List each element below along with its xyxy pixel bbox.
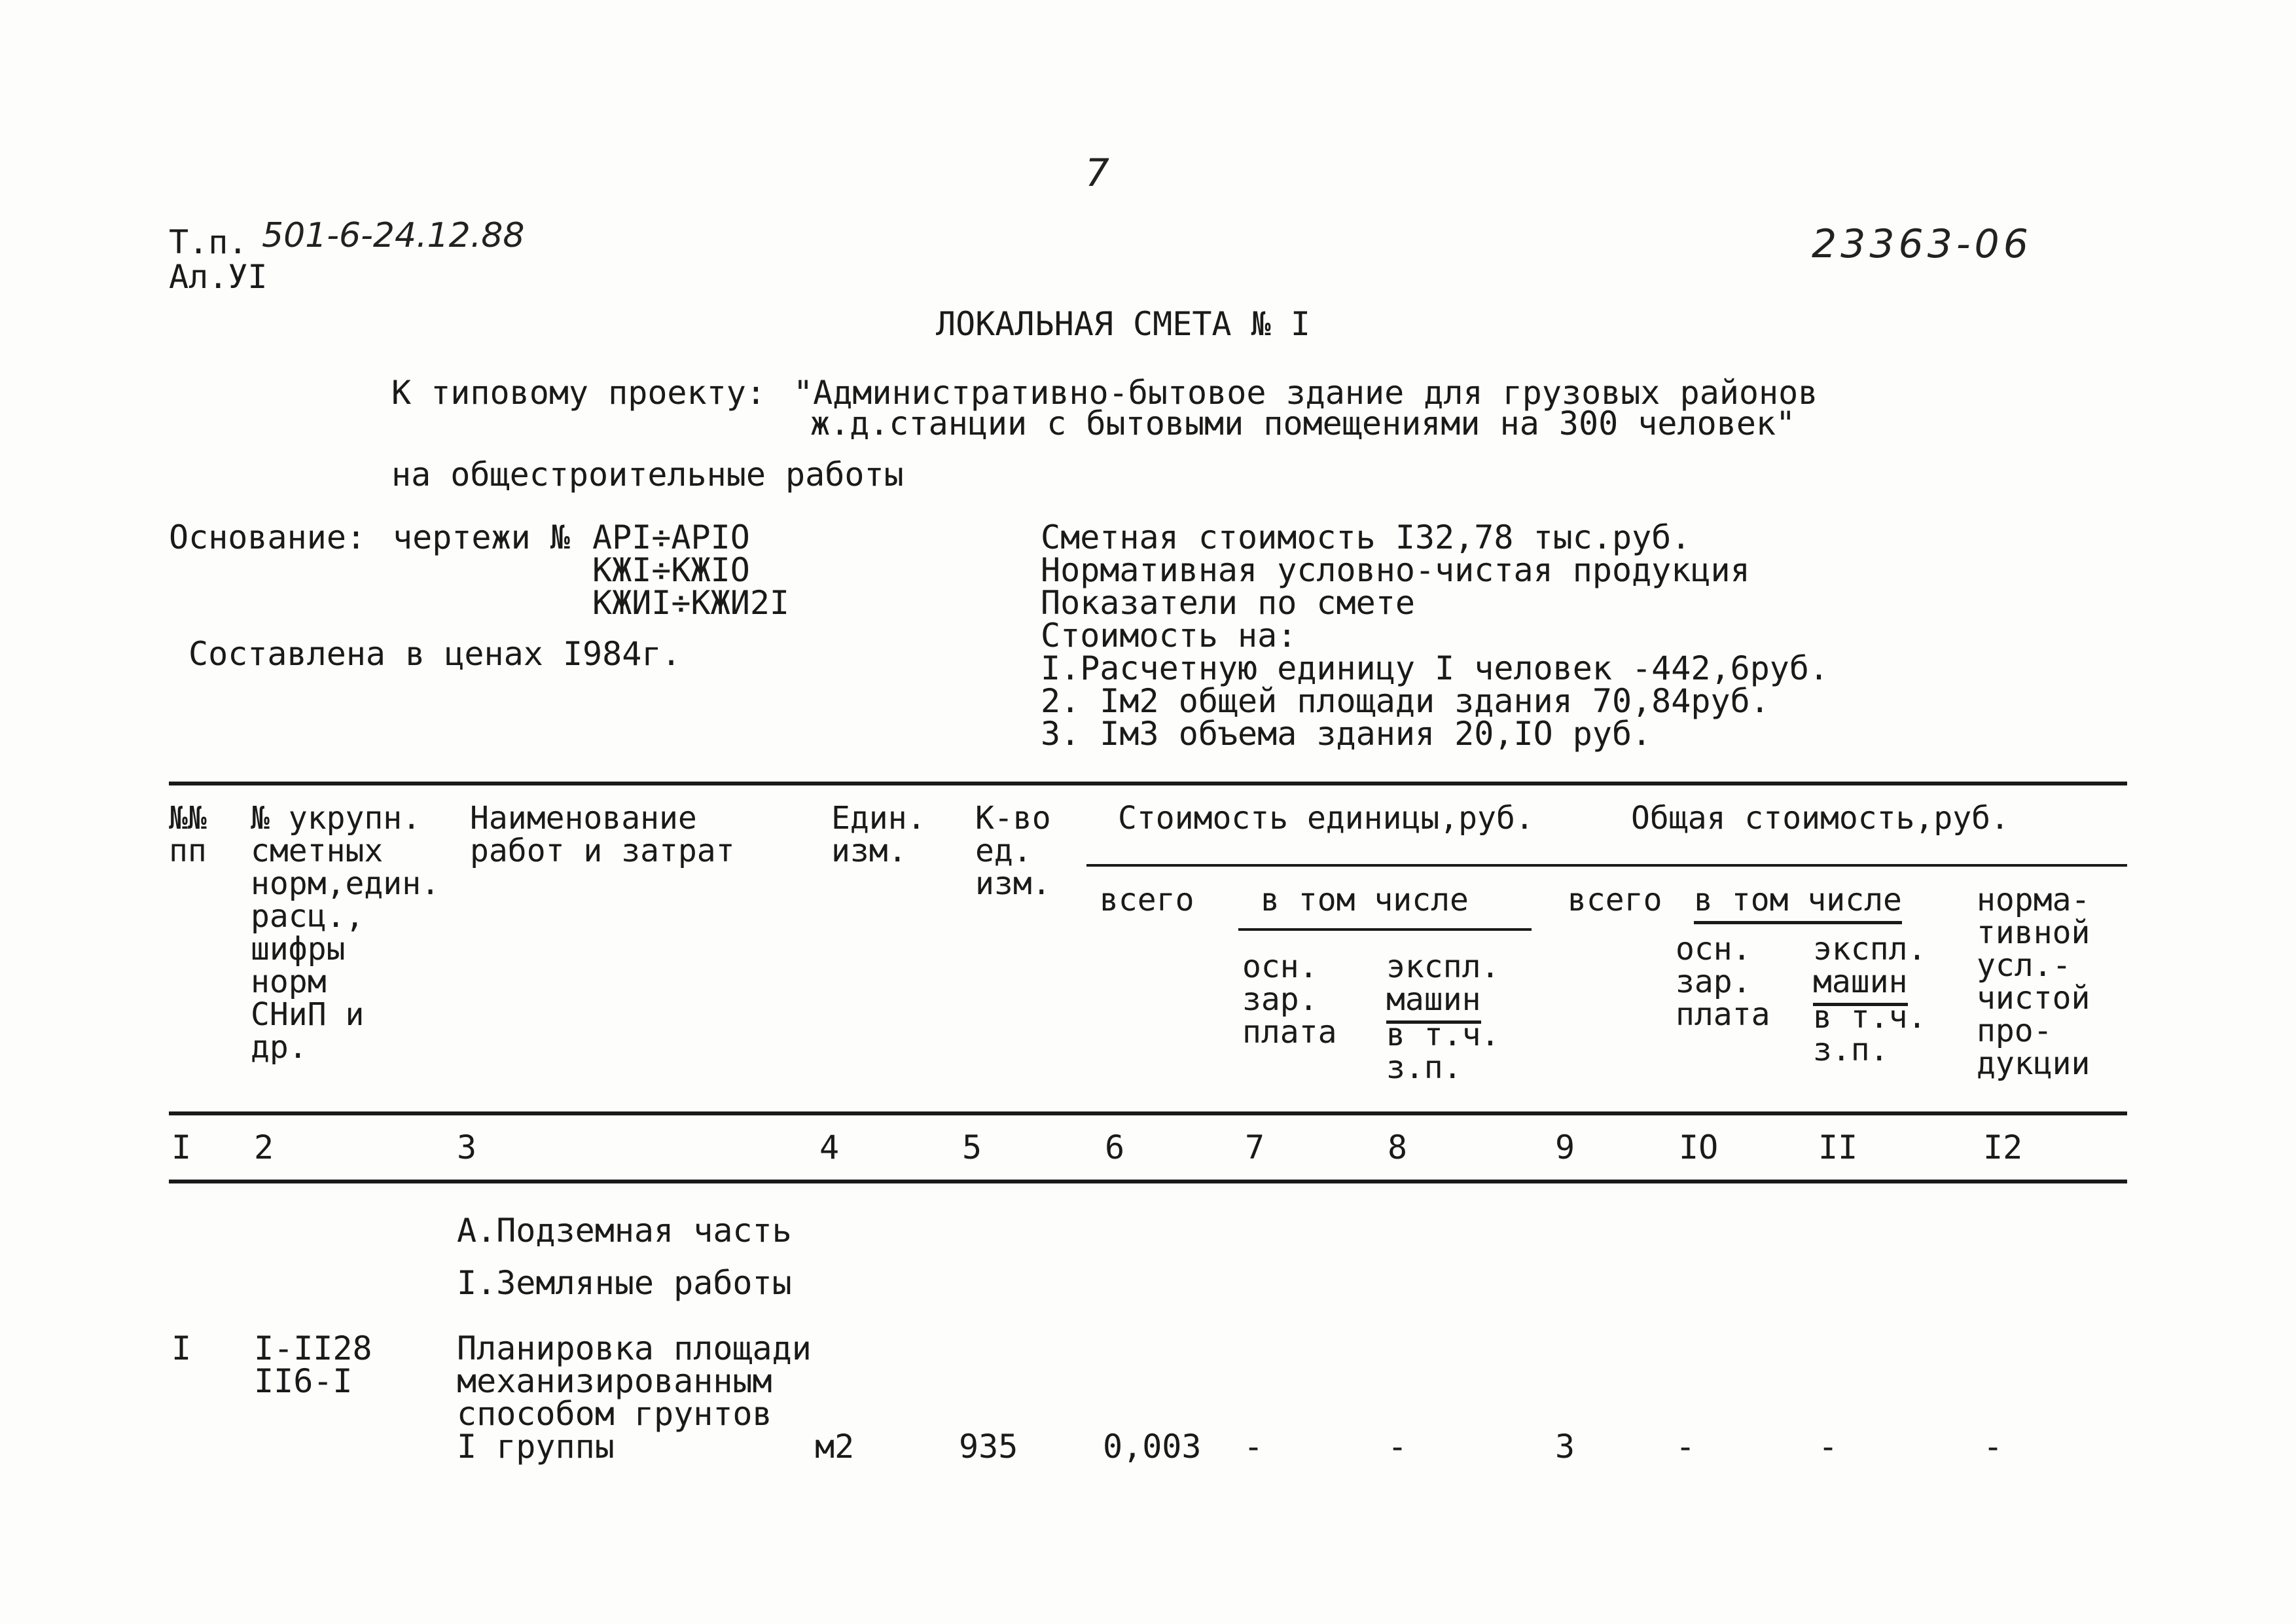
row-1-name: Планировка площади механизированным способом грунтов I группы [457,1329,812,1466]
table-colnum-rule [169,1180,2127,1183]
cost-group-divider [1086,864,2127,867]
header-unit-including: в том числе [1261,882,1469,918]
basis-drawing-2: КЖI÷КЖIО [592,551,750,589]
section-underground: А.Подземная часть [457,1212,792,1250]
work-type: на общестроительные работы [391,456,904,494]
colnum-5: 5 [962,1128,982,1166]
colnum-10: IО [1679,1128,1719,1166]
header-total-base-wage: осн. зар. плата [1676,931,1770,1033]
header-unit-cost: Стоимость единицы,руб. [1118,800,1534,837]
prices-note: Составлена в ценах I984г. [188,635,681,673]
table-header-rule [169,1111,2127,1115]
header-total-including: в том числе [1694,884,1902,916]
basis-drawings-label: чертежи № [393,518,570,556]
row-1-unit: м2 [815,1428,855,1466]
basis-label: Основание: [169,518,367,556]
project-ref-label: К типовому проекту: [391,374,766,412]
row-1-unit-machine: - [1388,1428,1408,1466]
colnum-4: 4 [819,1128,840,1166]
colnum-2: 2 [254,1128,274,1166]
header-col-2: № укрупн. сметных норм,един. расц., шифры норм СНиП и др. [251,800,440,1066]
summary-normative-product: Нормативная условно-чистая продукция [1041,551,1750,589]
row-1-total-machine: - [1818,1428,1839,1466]
colnum-12: I2 [1983,1128,2023,1166]
colnum-8: 8 [1388,1128,1408,1166]
header-unit-machine: экспл. машин в т.ч. з.п. [1386,948,1500,1086]
summary-estimated-cost: Сметная стоимость I32,78 тыс.руб. [1041,518,1691,556]
summary-item-3: 3. Iм3 объема здания 20,IО руб. [1041,715,1652,753]
row-1-unit-total: 0,003 [1103,1428,1202,1466]
colnum-9: 9 [1555,1128,1575,1166]
header-total-cost: Общая стоимость,руб. [1631,800,2009,837]
header-col-1: №№ пп [169,800,207,869]
header-unit-total: всего [1100,882,1194,918]
colnum-1: I [171,1128,192,1166]
summary-item-2: 2. Iм2 общей площади здания 70,84руб. [1041,682,1770,720]
inventory-number: 23363-06 [1812,221,2032,267]
section-earthworks: I.Земляные работы [457,1264,792,1302]
document-title: ЛОКАЛЬНАЯ СМЕТА № I [936,305,1310,343]
summary-item-1: I.Расчетную единицу I человек -442,6руб. [1041,649,1829,687]
colnum-7: 7 [1245,1128,1265,1166]
project-ref-line2: ж.д.станции с бытовыми помещениями на 300 человек" [810,405,1796,442]
summary-indicators: Показатели по смете [1041,584,1415,622]
project-code-label: Т.п. [169,223,248,261]
row-1-code: I-II28 II6-I [254,1329,372,1400]
header-col-12: норма- тивной усл.- чистой про- дукции [1977,882,2090,1082]
project-ref-line1: "Административно-бытовое здание для грузовых районов [793,374,1818,412]
header-unit-base-wage: осн. зар. плата [1242,948,1337,1051]
colnum-6: 6 [1105,1128,1125,1166]
page-number: 7 [1085,151,1109,195]
row-1-total: 3 [1555,1428,1575,1466]
row-1-total-wage: - [1676,1428,1696,1466]
colnum-3: 3 [457,1128,477,1166]
unit-including-divider [1238,928,1532,931]
header-total-machine: экспл. машин в т.ч. з.п. [1813,931,1927,1068]
summary-cost-on: Стоимость на: [1041,617,1297,655]
header-total-total: всего [1568,882,1662,918]
project-code-value: 501-6-24.12.88 [262,216,525,255]
header-col-5: К-во ед. изм. [975,800,1051,902]
table-top-rule [169,782,2127,785]
album-number: Ал.УI [169,258,268,296]
header-col-4: Един. изм. [831,800,926,869]
row-1-normative: - [1983,1428,2003,1466]
row-1-number: I [171,1329,192,1367]
row-1-unit-wage: - [1244,1428,1264,1466]
colnum-11: II [1818,1128,1858,1166]
row-1-qty: 935 [959,1428,1018,1466]
basis-drawing-3: КЖИI÷КЖИ2I [592,584,790,622]
header-col-3: Наименование работ и затрат [470,800,735,869]
basis-drawing-1: АРI÷АРIО [592,518,750,556]
